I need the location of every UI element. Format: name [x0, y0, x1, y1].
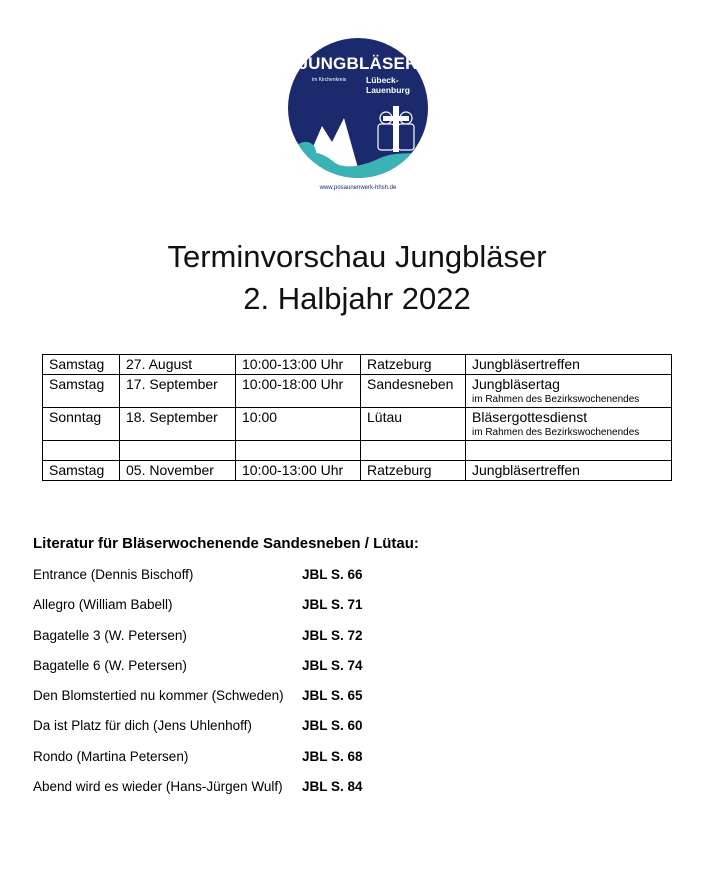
- schedule-row: [43, 375, 672, 408]
- literature-item: [33, 597, 433, 627]
- schedule-event-cell: [466, 375, 672, 408]
- schedule-table: [42, 354, 672, 481]
- literature-item-ref: JBL S. 84: [302, 779, 363, 795]
- schedule-day-cell: Samstag: [43, 355, 120, 375]
- literature-item-name: Entrance (Dennis Bischoff): [33, 567, 194, 582]
- schedule-event: Bläsergottesdienst: [472, 409, 588, 425]
- literature-item-ref: JBL S. 74: [302, 657, 363, 673]
- schedule-date-cell: [120, 441, 236, 461]
- schedule-place-cell: Lütau: [361, 408, 466, 441]
- schedule-time-cell: 10:00-13:00 Uhr: [236, 461, 361, 481]
- literature-item-ref: JBL S. 71: [302, 597, 363, 613]
- literature-heading: Literatur für Bläserwochenende Sandesneben / Lütau:: [33, 535, 419, 552]
- logo-region-line1: Lübeck-: [366, 75, 399, 85]
- schedule-event-cell: [466, 408, 672, 441]
- page-title: [0, 236, 704, 320]
- literature-item-ref: JBL S. 65: [302, 688, 363, 704]
- schedule-place-cell: [361, 441, 466, 461]
- schedule-row: [43, 355, 672, 375]
- schedule-day-cell: Samstag: [43, 375, 120, 408]
- literature-item: [33, 779, 433, 809]
- literature-item: [33, 628, 433, 658]
- literature-item: [33, 658, 433, 688]
- schedule-time-cell: 10:00: [236, 408, 361, 441]
- literature-item-name: Den Blomstertied nu kommer (Schweden): [33, 688, 284, 704]
- schedule-event: Jungbläsertag: [472, 376, 560, 392]
- schedule-event-cell: [466, 461, 672, 481]
- schedule-date-cell: 17. September: [120, 375, 236, 408]
- schedule-event-note: im Rahmen des Bezirkswochenendes: [472, 427, 640, 438]
- literature-item-name: Allegro (William Babell): [33, 597, 173, 613]
- literature-item-name: Da ist Platz für dich (Jens Uhlenhoff): [33, 718, 252, 734]
- schedule-place-cell: Ratzeburg: [361, 355, 466, 375]
- schedule-event-cell: [466, 441, 672, 461]
- logo-url: www.posaunenwerk-hhsh.de: [319, 185, 397, 191]
- schedule-place-cell: Sandesneben: [361, 375, 466, 408]
- literature-item: [33, 567, 433, 597]
- literature-item-name: Bagatelle 3 (W. Petersen): [33, 627, 187, 643]
- schedule-event-note: im Rahmen des Bezirkswochenendes: [472, 394, 640, 405]
- literature-item: [33, 749, 433, 779]
- literature-item-ref: JBL S. 72: [302, 627, 363, 643]
- literature-item-name: Rondo (Martina Petersen): [33, 748, 189, 764]
- logo: [274, 38, 442, 198]
- schedule-day-cell: Sonntag: [43, 408, 120, 441]
- logo-subtitle: im Kirchenkreis: [312, 77, 347, 83]
- schedule-event: Jungbläsertreffen: [472, 356, 580, 372]
- schedule-day-cell: Samstag: [43, 461, 120, 481]
- schedule-time-cell: 10:00-18:00 Uhr: [236, 375, 361, 408]
- schedule-date-cell: 05. November: [120, 461, 236, 481]
- page-title-line1: Terminvorschau Jungbläser: [167, 239, 547, 274]
- schedule-row: [43, 441, 672, 461]
- logo-region: [366, 75, 426, 95]
- schedule-event-cell: [466, 355, 672, 375]
- schedule-time-cell: 10:00-13:00 Uhr: [236, 355, 361, 375]
- literature-item: [33, 718, 433, 748]
- schedule-row: [43, 461, 672, 481]
- literature-item-ref: JBL S. 60: [302, 718, 363, 734]
- schedule-place-cell: Ratzeburg: [361, 461, 466, 481]
- page-title-line2: 2. Halbjahr 2022: [243, 281, 471, 316]
- logo-region-line2: Lauenburg: [366, 85, 410, 95]
- literature-list: [33, 567, 433, 809]
- literature-item-name: Abend wird es wieder (Hans-Jürgen Wulf): [33, 779, 283, 795]
- schedule-day-cell: [43, 441, 120, 461]
- schedule-event: Jungbläsertreffen: [472, 462, 580, 478]
- schedule-time-cell: [236, 441, 361, 461]
- literature-item: [33, 688, 433, 718]
- schedule-date-cell: 18. September: [120, 408, 236, 441]
- schedule-date-cell: 27. August: [120, 355, 236, 375]
- literature-item-name: Bagatelle 6 (W. Petersen): [33, 657, 187, 673]
- logo-title: JUNGBLÄSER: [298, 54, 418, 73]
- literature-item-ref: JBL S. 66: [302, 567, 363, 582]
- literature-item-ref: JBL S. 68: [302, 748, 363, 764]
- schedule-row: [43, 408, 672, 441]
